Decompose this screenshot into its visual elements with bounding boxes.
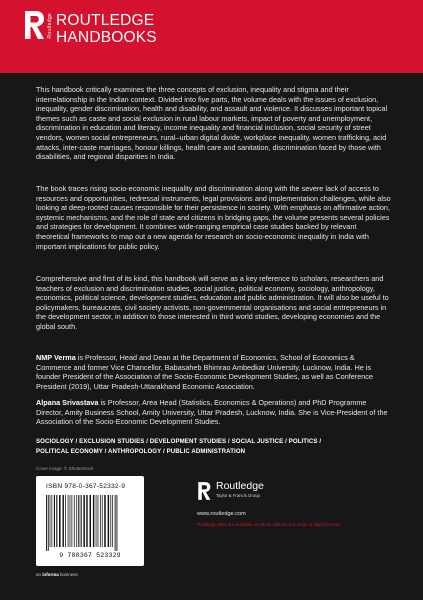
barcode-bar <box>46 495 47 551</box>
barcode-icon <box>42 495 138 551</box>
informa-suffix: business <box>58 572 78 577</box>
barcode-bar <box>78 495 79 547</box>
publisher-name: Routledge <box>216 480 264 492</box>
barcode-bar <box>81 495 82 547</box>
ebook-availability-note: Routledge titles are available as eBook editions in a range of digital formats <box>197 522 341 527</box>
editor-name-2: Alpana Srivastava <box>36 398 99 407</box>
barcode-bar <box>74 495 75 547</box>
barcode-bar <box>72 495 73 547</box>
barcode-bar <box>56 495 57 547</box>
editor-bio-1 <box>36 353 391 391</box>
barcode-bar <box>108 495 109 547</box>
series-title-line-1: ROUTLEDGE <box>56 12 155 29</box>
barcode-bar <box>62 495 63 547</box>
editor-name-1: NMP Verma <box>36 353 76 362</box>
description-paragraph-2: The book traces rising socio-economic inequality and discrimination along with the severe lack of access to resources and opportunities, redressal instruments, legal provisions and implementation challenges, while also looking at deep-rooted causes responsible for their persistence in society. With emphasis on affirmative action, systemic mechanisms, and the role of state and citizens in bridging gaps, the volume presents several policies and strategies for development. It combines wide-ranging empirical case studies backed by relevant theoretical frameworks to map out a new agenda for research on socio-economic inequality in India with important implications for public policy. <box>36 184 391 251</box>
isbn-barcode <box>36 476 144 566</box>
informa-business-line <box>36 572 78 577</box>
barcode-bar <box>48 495 49 551</box>
barcode-bar <box>98 495 99 547</box>
barcode-bar <box>112 495 113 547</box>
barcode-bar <box>100 495 101 547</box>
series-banner <box>0 0 423 73</box>
cover-image-credit: Cover image: © Shutterstock <box>36 466 94 471</box>
barcode-bar <box>54 495 55 547</box>
subject-line-2: POLITICAL ECONOMY / ANTHROPOLOGY / PUBLIC ADMINISTRATION <box>36 447 246 455</box>
informa-brand: informa <box>42 572 59 577</box>
editor-bio-text-1: is Professor, Head and Dean at the Department of Economics, School of Economics & Commerce and former Vice Chancellor, Babasaheb Bhimrao Ambedkar University, Lucknow, India. He is founder President of the Association of the Socio-Economic Development Studies, as well as Conference President (2019), Uttar Pradesh-Uttarakhand Economic Association. <box>36 353 373 391</box>
barcode-bar <box>86 495 87 547</box>
informa-prefix: an <box>36 572 43 577</box>
barcode-bar <box>104 495 106 547</box>
barcode-bar <box>102 495 103 547</box>
series-brand-vertical: Routledge <box>47 13 53 39</box>
editor-bio-2 <box>36 398 391 427</box>
series-title-line-2: HANDBOOKS <box>56 29 157 46</box>
publisher-subtitle: Taylor & Francis Group <box>216 493 260 498</box>
barcode-bar <box>65 495 66 547</box>
barcode-bar <box>93 495 94 547</box>
barcode-digits: 9 780367 523329 <box>59 552 121 559</box>
barcode-bar <box>59 495 61 547</box>
editor-bio-text-2: is Professor, Area Head (Statistics, Economics & Operations) and PhD Programme Director, Amity Business School, Amity University, Uttar Pradesh, Lucknow, India. She is Vice-President of the Association of the Socio-Economic Development Studies. <box>36 398 388 427</box>
publisher-url[interactable]: www.routledge.com <box>197 511 246 517</box>
barcode-bar <box>110 495 111 547</box>
barcode-bar <box>50 495 51 547</box>
barcode-bar <box>90 495 92 547</box>
barcode-bar <box>52 495 53 547</box>
routledge-logo-icon <box>23 10 45 40</box>
subject-categories <box>36 437 391 456</box>
isbn-number: ISBN 978-0-367-52332-9 <box>46 483 126 490</box>
barcode-bar <box>83 495 85 547</box>
barcode-bar <box>96 495 97 547</box>
barcode-bar <box>70 495 71 547</box>
description-paragraph-1: This handbook critically examines the three concepts of exclusion, inequality and stigma and their interrelationship in the Indian context. Divided into five parts, the volume deals with the issues of exclusion, inequality, gender discrimination, health and disability, and assault and violence. It discusses important topical themes such as caste and social exclusion in rural labour markets, impact of poverty and unemployment, discrimination in education and literacy, income inequality and financial inclusion, social security of street vendors, women social entrepreneurs, rural–urban digital divide, workplace inequality, women trafficking, acid attacks, inter-caste marriages, honour killings, health care and sanitation, discrimination faced by those with disabilities, and regional disparities in India. <box>36 85 388 162</box>
description-paragraph-3: Comprehensive and first of its kind, this handbook will serve as a key reference to scholars, researchers and teachers of exclusion and discrimination studies, social justice, political economy, sociology, anthropology, economics, political science, development studies, education and public administration. It will also be useful to policymakers, bureaucrats, civil society activists, non-governmental organisations and social entrepreneurs in the development sector, in addition to those interested in third world studies, developing economies and the global south. <box>36 274 389 331</box>
barcode-bar <box>115 495 116 551</box>
barcode-bar <box>116 495 117 551</box>
routledge-publisher-logo-icon <box>197 481 211 501</box>
subject-line-1: SOCIOLOGY / EXCLUSION STUDIES / DEVELOPMENT STUDIES / SOCIAL JUSTICE / POLITICS / <box>36 438 322 445</box>
barcode-bar <box>76 495 77 547</box>
barcode-bar <box>68 495 69 547</box>
